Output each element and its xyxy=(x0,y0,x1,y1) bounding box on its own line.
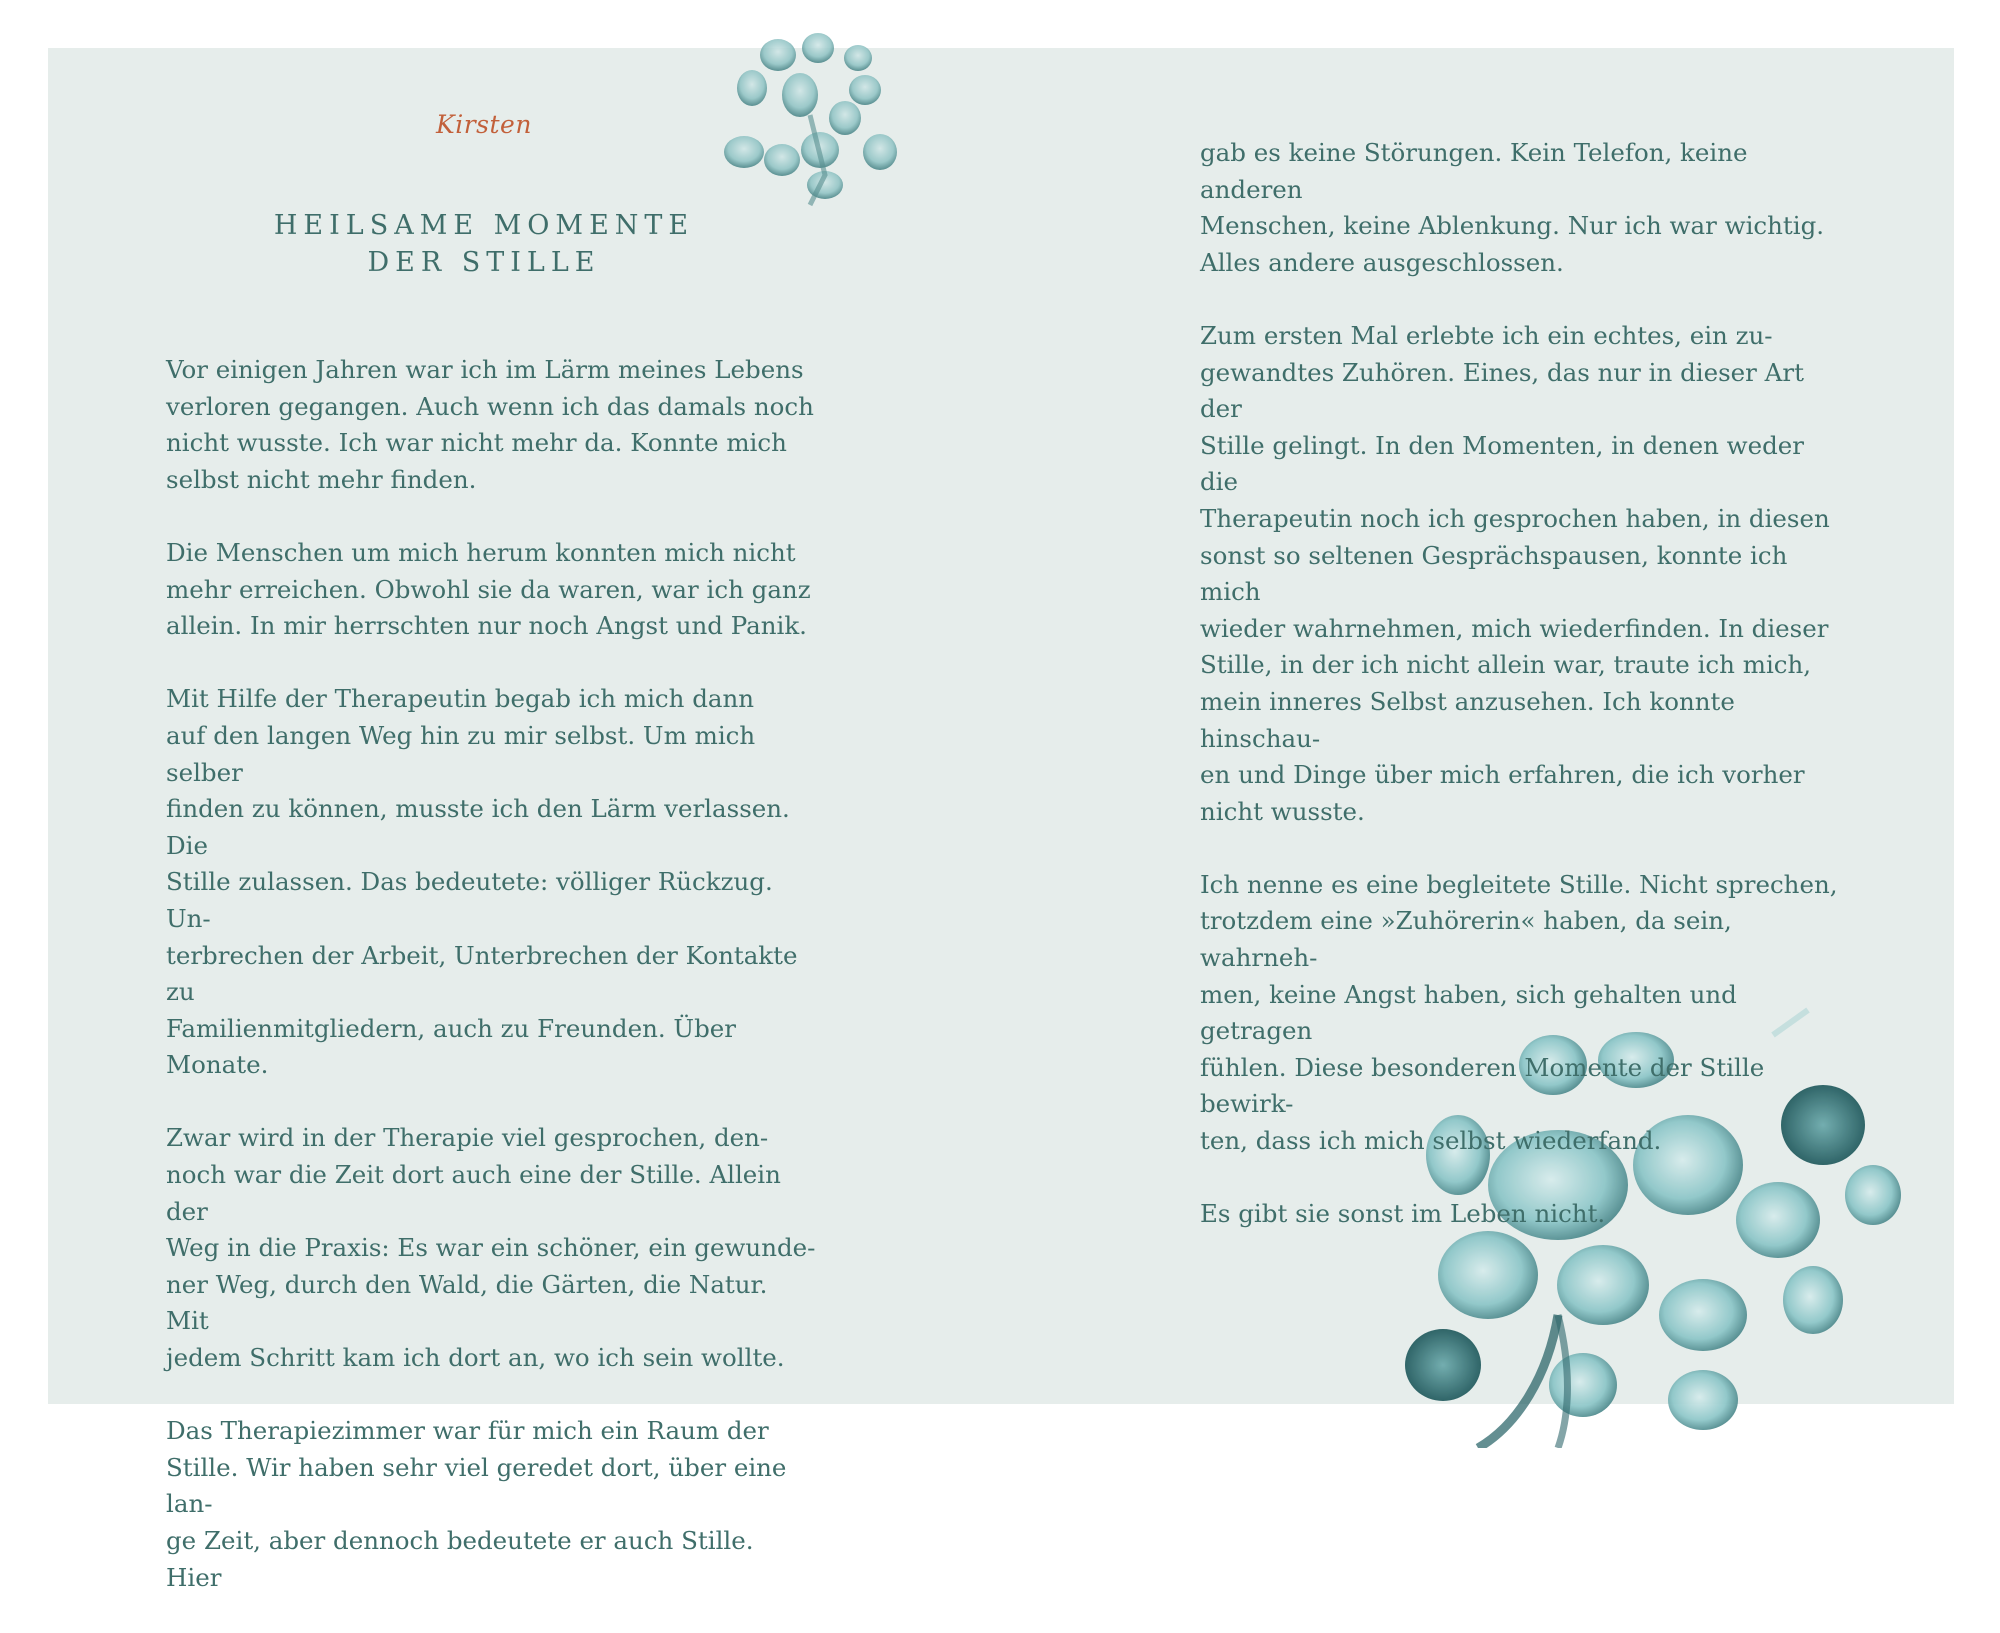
paragraph: Es gibt sie sonst im Leben nicht. xyxy=(1200,1199,1606,1229)
chapter-title-line-2: DER STILLE xyxy=(367,247,601,278)
chapter-title-line-1: HEILSAME MOMENTE xyxy=(273,210,695,241)
left-page-text xyxy=(166,352,816,1633)
paragraph: Vor einigen Jahren war ich im Lärm meines Lebens verloren gegangen. Auch wenn ich das damals noch nicht wusste. Ich war nicht mehr da. Konnte mich selbst nicht mehr finden. xyxy=(166,355,814,494)
chapter-title xyxy=(164,207,804,281)
paragraph: Zwar wird in der Therapie viel gesprochen, den- noch war die Zeit dort auch eine der Stille. Allein der Weg in die Praxis: Es war ein schöner, ein gewunde- ner Weg, durch den Wald, die Gärten, die Natur. Mit jedem Schritt kam ich dort an, wo ich sein wollte. xyxy=(166,1123,816,1373)
paragraph: gab es keine Störungen. Kein Telefon, keine anderen Menschen, keine Ablenkung. Nur ich war wichtig. Alles andere ausgeschlossen. xyxy=(1200,138,1825,277)
paragraph: Zum ersten Mal erlebte ich ein echtes, ein zu- gewandtes Zuhören. Eines, das nur in dieser Art der Stille gelingt. In den Momenten, in denen weder die Therapeutin noch ich gesprochen haben, in diesen sonst so seltenen Gesprächspausen, konnte ich mich wieder wahrnehmen, mich wiederfinden. In dieser Stille, in der ich nicht allein war, traute ich mich, mein inneres Selbst anzusehen. Ich konnte hinschau- en und Dinge über mich erfahren, die ich vorher nicht wusste. xyxy=(1200,320,1830,826)
paragraph: Mit Hilfe der Therapeutin begab ich mich dann auf den langen Weg hin zu mir selbst. Um mich selber finden zu können, musste ich den Lärm verlassen. Die Stille zulassen. Das bedeutete: völliger Rückzug. Un- terbrechen der Arbeit, Unterbrechen der Kontakte zu Familienmitgliedern, auch zu Freunden. Über Monate. xyxy=(166,684,798,1080)
paragraph: Die Menschen um mich herum konnten mich nicht mehr erreichen. Obwohl sie da waren, war ich ganz allein. In mir herrschten nur noch Angst und Panik. xyxy=(166,537,811,641)
author-name: Kirsten xyxy=(436,110,532,139)
paragraph: Ich nenne es eine begleitete Stille. Nicht sprechen, trotzdem eine »Zuhörerin« haben, da sein, wahrneh- men, keine Angst haben, sich gehalten und getragen fühlen. Diese besonderen Momente der Stille bewirk- ten, dass ich mich selbst wiederfand. xyxy=(1200,869,1838,1156)
paragraph: Das Therapiezimmer war für mich ein Raum der Stille. Wir haben sehr viel geredet dort, über eine lan- ge Zeit, aber dennoch bedeutete er auch Stille. Hier xyxy=(166,1416,787,1592)
right-page-text xyxy=(1200,135,1840,1269)
